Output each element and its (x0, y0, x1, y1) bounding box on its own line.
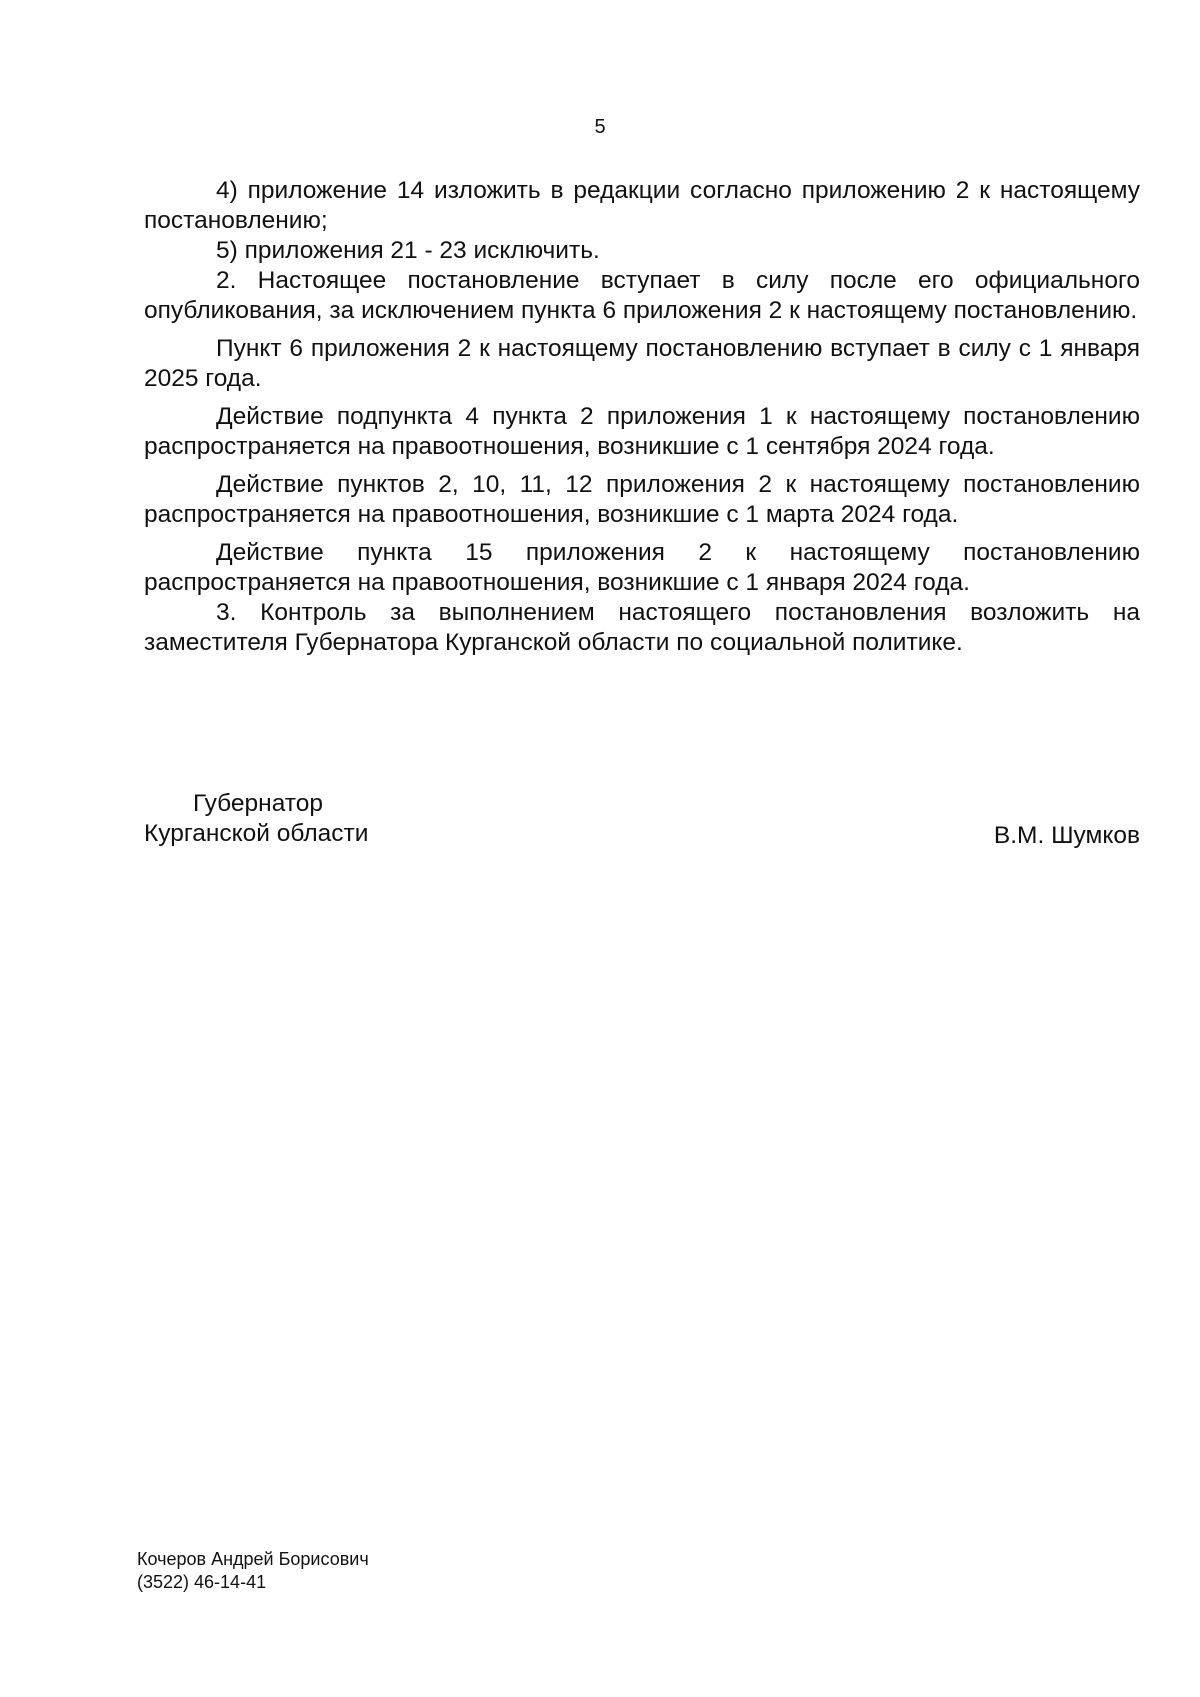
paragraph-subpoint-4-effect: Действие подпункта 4 пункта 2 приложения 1 к настоящему постановлению распространяется на правоотношения, возникшие с 1 сентября 2024 года. (144, 403, 1140, 460)
paragraph-points-2-10-11-12-effect: Действие пунктов 2, 10, 11, 12 приложения 2 к настоящему постановлению распространяется на правоотношения, возникшие с 1 марта 2024 года. (144, 471, 1140, 528)
signatory-name: В.М. Шумков (993, 822, 1140, 849)
paragraph-point-6-effect: Пункт 6 приложения 2 к настоящему постановлению вступает в силу с 1 января 2025 года. (144, 335, 1140, 392)
signatory-title-line2: Курганской области (144, 820, 369, 847)
executor-name: Кочеров Андрей Борисович (137, 1549, 369, 1569)
paragraph-point-15-effect: Действие пункта 15 приложения 2 к настоящему постановлению распространяется на правоотношения, возникшие с 1 января 2024 года. (144, 539, 1140, 596)
paragraph-item-4: 4) приложение 14 изложить в редакции согласно приложению 2 к настоящему постановлению; (144, 177, 1140, 234)
paragraph-item-5: 5) приложения 21 - 23 исключить. (216, 237, 600, 264)
page-number: 5 (594, 116, 606, 138)
paragraph-clause-2: 2. Настоящее постановление вступает в силу после его официального опубликования, за исключением пункта 6 приложения 2 к настоящему постановлению. (144, 267, 1140, 324)
document-body (144, 176, 1140, 658)
paragraph-clause-3: 3. Контроль за выполнением настоящего постановления возложить на заместителя Губернатора Курганской области по социальной политике. (144, 599, 1140, 656)
executor-block (137, 1548, 369, 1594)
signatory-title-line1: Губернатор (193, 790, 323, 817)
signatory-title (144, 789, 368, 849)
executor-phone: (3522) 46-14-41 (137, 1572, 267, 1592)
